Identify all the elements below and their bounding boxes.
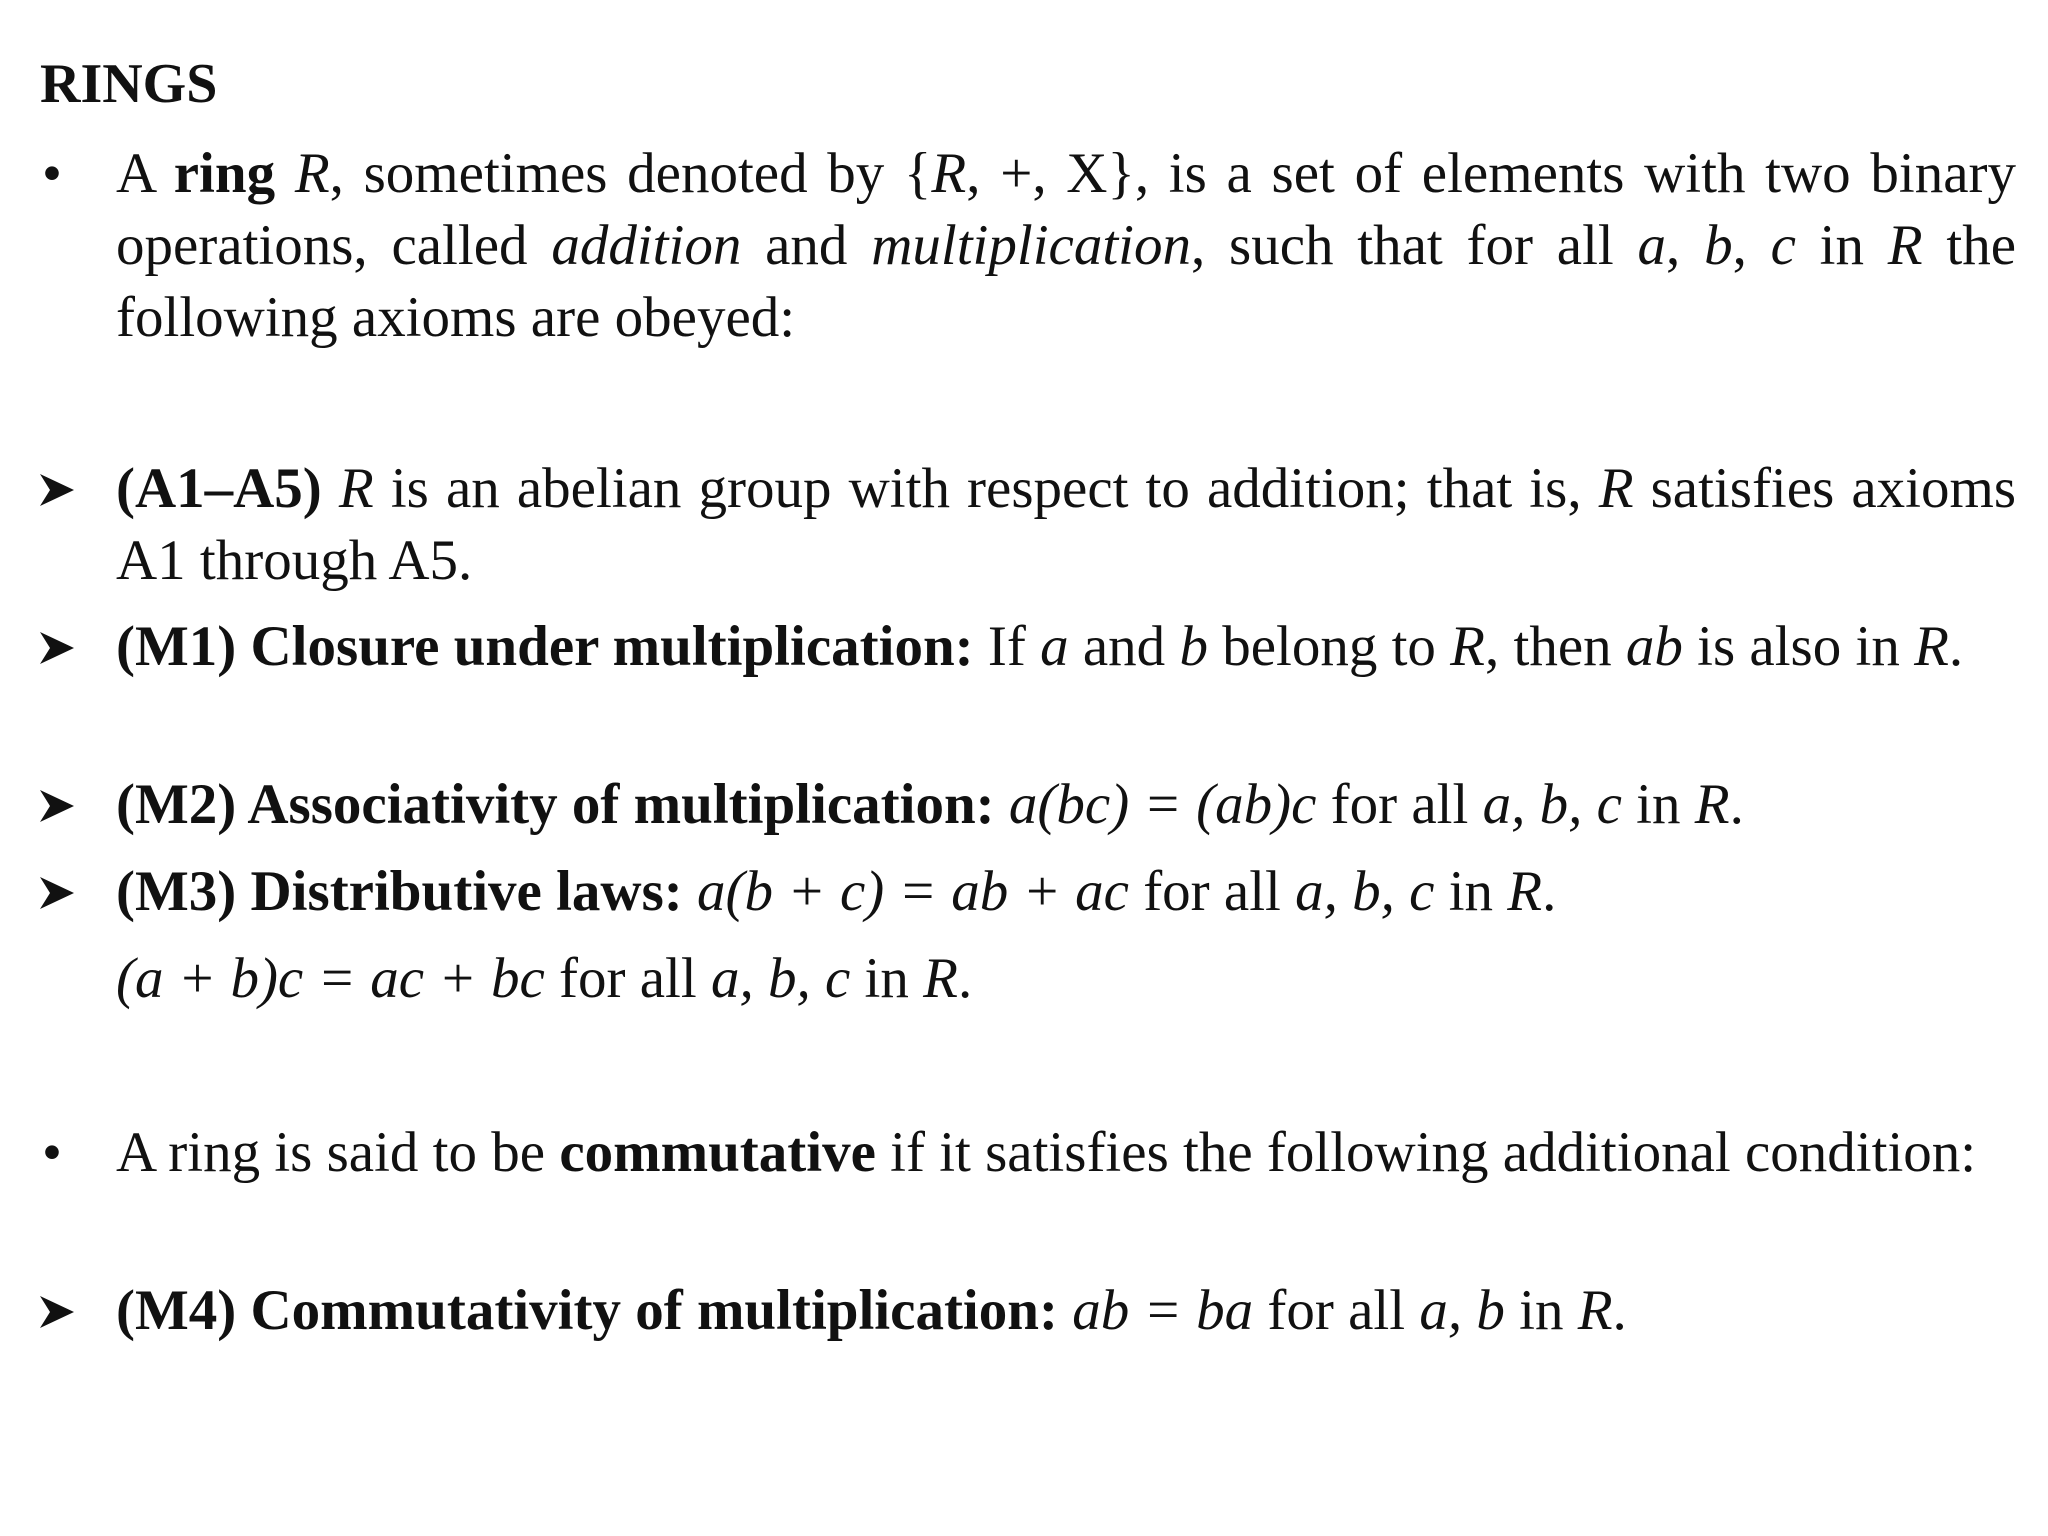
- text-run: in: [1795, 214, 1888, 277]
- var-R: R: [1887, 214, 1923, 277]
- axiom-m4: [116, 1275, 2016, 1347]
- equation: (a + b)c = ac + bc: [116, 947, 545, 1010]
- ring-definition-paragraph: [116, 138, 2016, 354]
- vars: a, b, c: [1295, 860, 1435, 923]
- axiom-label: (M2) Associativity of multiplication:: [116, 773, 995, 836]
- text-run: in: [850, 947, 924, 1010]
- var-R: R: [1694, 773, 1730, 836]
- term-addition: addition: [551, 214, 742, 277]
- arrowhead-bullet-icon: [38, 874, 76, 912]
- text-run: A ring is said to be: [116, 1121, 560, 1184]
- var-R: R: [1450, 615, 1485, 678]
- text-run: , such that for all: [1191, 214, 1638, 277]
- arrowhead-bullet-icon: [38, 787, 76, 825]
- text-run: for all: [544, 947, 711, 1010]
- bullet-icon: •: [42, 1121, 62, 1184]
- text-run: [322, 457, 339, 520]
- text-run: [683, 860, 697, 923]
- text-run: , then: [1485, 615, 1626, 678]
- arrowhead-bullet-icon: [38, 629, 76, 667]
- vars: a, b: [1419, 1279, 1505, 1342]
- text-run: , sometimes denoted by {: [329, 142, 932, 205]
- axiom-label: (A1–A5): [116, 457, 322, 520]
- text-run: [1058, 1279, 1072, 1342]
- term-ring: ring: [173, 142, 276, 205]
- text-run: If: [973, 615, 1041, 678]
- axiom-m3: [116, 856, 2016, 928]
- axiom-label: (M1) Closure under multiplication:: [116, 615, 974, 678]
- var-a: a: [1637, 214, 1667, 277]
- text-run: .: [957, 947, 973, 1010]
- axiom-a1-a5: [116, 453, 2016, 597]
- var-R: R: [294, 142, 330, 205]
- var-c: c: [1770, 214, 1796, 277]
- text-run: ,: [1732, 214, 1771, 277]
- text-run: [995, 773, 1009, 836]
- var-b: b: [1179, 615, 1208, 678]
- var-a: a: [1040, 615, 1069, 678]
- text-run: and: [1068, 615, 1180, 678]
- text-run: is an abelian group with respect to addition; that is,: [373, 457, 1599, 520]
- arrowhead-bullet-icon: [38, 471, 76, 509]
- text-run: [275, 142, 295, 205]
- text-run: for all: [1316, 773, 1483, 836]
- bullet-icon: •: [42, 142, 62, 205]
- vars: a, b, c: [1482, 773, 1622, 836]
- var-R: R: [1507, 860, 1543, 923]
- axiom-m2: [116, 769, 2016, 841]
- equation: ab = ba: [1072, 1279, 1254, 1342]
- axiom-m1: [116, 611, 2016, 683]
- text-run: , +, X}, is a set of elements with two binary operations, called: [116, 142, 2016, 277]
- text-run: and: [741, 214, 872, 277]
- text-run: the following axioms are obeyed:: [116, 214, 2017, 349]
- term-multiplication: multiplication: [871, 214, 1192, 277]
- axiom-label: (M3) Distributive laws:: [116, 860, 683, 923]
- axiom-label: (M4) Commutativity of multiplication:: [116, 1279, 1058, 1342]
- var-R: R: [1577, 1279, 1613, 1342]
- text-run: for all: [1128, 860, 1296, 923]
- var-ab: ab: [1625, 615, 1683, 678]
- text-run: in: [1434, 860, 1508, 923]
- commutative-paragraph: [116, 1117, 2016, 1189]
- var-R: R: [338, 457, 374, 520]
- text-run: A: [116, 142, 174, 205]
- var-R: R: [931, 142, 967, 205]
- equation: a(b + c) = ab + ac: [697, 860, 1129, 923]
- equation: a(bc) = (ab)c: [1008, 773, 1317, 836]
- var-b: b: [1704, 214, 1733, 277]
- text-run: is also in: [1682, 615, 1915, 678]
- text-run: ,: [1666, 214, 1705, 277]
- term-commutative: commutative: [559, 1121, 876, 1184]
- var-R: R: [1598, 457, 1634, 520]
- axiom-m3-second-law: [116, 943, 2016, 1015]
- var-R: R: [1914, 615, 1949, 678]
- var-R: R: [923, 947, 958, 1010]
- text-run: .: [1948, 615, 1964, 678]
- arrowhead-bullet-icon: [38, 1293, 76, 1331]
- page-title: RINGS: [40, 53, 218, 115]
- text-run: satisfies axioms A1 through A5.: [116, 457, 2017, 592]
- vars: a, b, c: [710, 947, 851, 1010]
- text-run: belong to: [1207, 615, 1451, 678]
- text-run: .: [1612, 1279, 1627, 1342]
- text-run: if it satisfies the following additional condition:: [875, 1121, 1977, 1184]
- text-run: for all: [1253, 1279, 1420, 1342]
- text-run: in: [1621, 773, 1695, 836]
- text-run: .: [1542, 860, 1557, 923]
- text-run: .: [1729, 773, 1744, 836]
- text-run: in: [1504, 1279, 1578, 1342]
